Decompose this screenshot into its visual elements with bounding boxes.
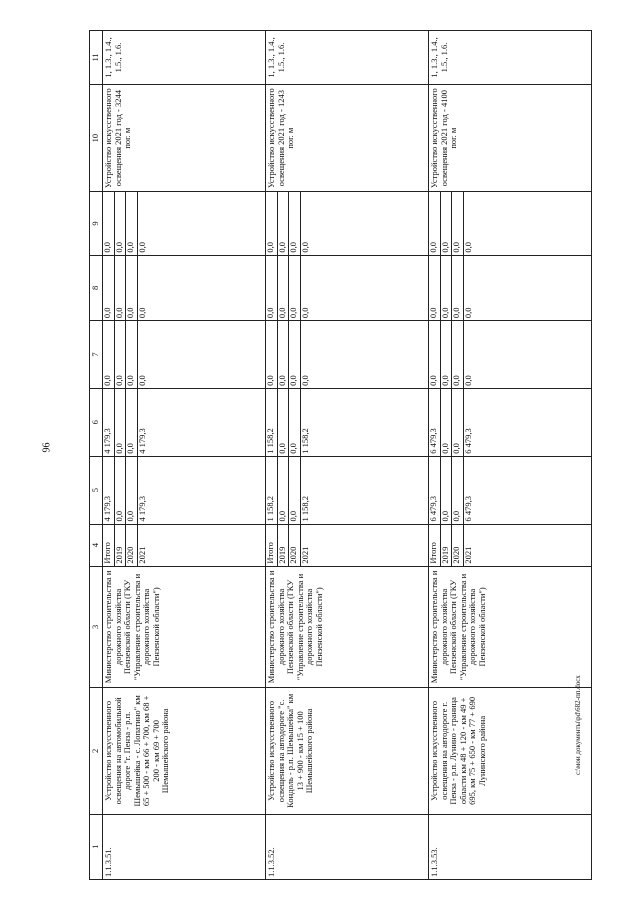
sub-cell: 2021	[462, 546, 473, 564]
sub-cell: 0,0	[452, 256, 464, 320]
col-header: 9	[90, 192, 103, 255]
row-c9	[266, 192, 429, 255]
row-executor: Министерство строительства и дорожного хозяйства Пензенской области (ГКУ "Управление строительства и дорожного хозяйства Пензенской области")	[103, 566, 266, 688]
row-result: Устройство искусственного освещения 2021 год - 3244 пог. м	[103, 84, 266, 192]
sub-cell: 0,0	[278, 256, 290, 320]
footer-path: c:\мои документы\pd\682-пп.docx	[574, 675, 582, 775]
sub-cell: 0,0	[441, 457, 453, 524]
sub-cell: 0,0	[115, 389, 127, 456]
row-c8	[103, 255, 266, 320]
sub-cell: 0,0	[136, 375, 147, 386]
col-header: 4	[90, 524, 103, 566]
program-table	[89, 30, 592, 880]
sub-cell: 0,0	[278, 457, 290, 524]
sub-cell: 0,0	[115, 457, 127, 524]
sub-cell: 0,0	[299, 241, 310, 253]
sub-cell: 0,0	[429, 192, 441, 254]
sub-cell: 4 179,3	[103, 389, 115, 456]
sub-cell: 0,0	[136, 307, 147, 319]
col-header: 8	[90, 255, 103, 320]
row-c6	[429, 388, 592, 456]
row-c7	[429, 321, 592, 389]
sub-cell: Итого	[266, 525, 278, 566]
row-indicators: 1, 1.3., 1.4., 1.5., 1.6.	[103, 31, 266, 85]
col-header: 10	[90, 84, 103, 192]
row-code: 1.1.3.53.	[429, 814, 592, 879]
sub-cell: 0,0	[103, 192, 115, 254]
sub-cell: 0,0	[126, 321, 138, 388]
row-c8	[429, 255, 592, 320]
sub-cell: 0,0	[136, 241, 147, 253]
sub-cell: 0,0	[452, 389, 464, 456]
sub-cell: 6 479,3	[462, 428, 473, 454]
header-row	[90, 31, 103, 880]
row-indicators: 1, 1.3., 1.4., 1.5., 1.6.	[266, 31, 429, 85]
sub-cell: 1 158,2	[266, 457, 278, 524]
row-c6	[266, 388, 429, 456]
row-c9	[103, 192, 266, 255]
sub-cell: 2020	[289, 525, 301, 566]
row-c5	[266, 456, 429, 524]
sub-cell: Итого	[429, 525, 441, 566]
sub-cell: 0,0	[452, 457, 464, 524]
sub-cell: 2020	[126, 525, 138, 566]
sub-cell: 2019	[115, 525, 127, 566]
sub-cell: 2019	[441, 525, 453, 566]
row-c8	[266, 255, 429, 320]
sub-cell: 0,0	[441, 321, 453, 388]
sub-cell: 0,0	[289, 389, 301, 456]
sub-cell: 0,0	[462, 375, 473, 386]
row-code: 1.1.3.51.	[103, 814, 266, 879]
sub-cell: 2020	[452, 525, 464, 566]
sub-cell: 0,0	[429, 256, 441, 320]
col-header: 2	[90, 688, 103, 814]
row-c9	[429, 192, 592, 255]
sub-cell: 0,0	[115, 192, 127, 254]
sub-cell: 0,0	[441, 389, 453, 456]
sub-cell: 0,0	[452, 321, 464, 388]
sub-cell: 0,0	[289, 457, 301, 524]
sub-cell: 0,0	[126, 256, 138, 320]
table-row	[429, 31, 592, 880]
row-executor: Министерство строительства и дорожного хозяйства Пензенской области (ГКУ "Управление строительства и дорожного хозяйства Пензенской области")	[266, 566, 429, 688]
sub-cell: 1 158,2	[266, 389, 278, 456]
row-result: Устройство искусственного освещения 2021 год - 1243 пог. м	[266, 84, 429, 192]
sub-cell: 0,0	[266, 256, 278, 320]
row-code: 1.1.3.52.	[266, 814, 429, 879]
col-header: 7	[90, 321, 103, 389]
row-name: Устройство искусственного освещения на автодороге "с. Кондоль - р.п. Шемышейка" км 13 + 900 - км 15 + 100 Шемышейского района	[266, 688, 429, 814]
sub-cell: 0,0	[462, 307, 473, 319]
row-result: Устройство искусственного освещения 2021 год - 4100 пог. м	[429, 84, 592, 192]
row-c7	[103, 321, 266, 389]
row-c7	[266, 321, 429, 389]
row-name: Устройство искусственного освещения на автомобильной дороге "г. Пенза - р.п. Шемышейка - с. Лопатино" км 65 + 500 - км 66 + 700, км 68 + 200 - км 69 + 700 Шемышейского района	[103, 688, 266, 814]
row-c5	[429, 456, 592, 524]
sub-cell: 0,0	[115, 321, 127, 388]
rotated-table-container	[89, 30, 609, 880]
sub-cell: 0,0	[126, 389, 138, 456]
col-header: 6	[90, 388, 103, 456]
sub-cell: 6 479,3	[429, 389, 441, 456]
sub-cell: 4 179,3	[103, 457, 115, 524]
row-years	[266, 524, 429, 566]
sub-cell: 6 479,3	[462, 496, 473, 522]
sub-cell: 4 179,3	[136, 428, 147, 454]
sub-cell: 0,0	[126, 192, 138, 254]
row-executor: Министерство строительства и дорожного хозяйства Пензенской области (ГКУ "Управление строительства и дорожного хозяйства Пензенской области")	[429, 566, 592, 688]
sub-cell: 0,0	[299, 307, 310, 319]
sub-cell: 0,0	[126, 457, 138, 524]
row-c5	[103, 456, 266, 524]
row-c6	[103, 388, 266, 456]
sub-cell: 0,0	[278, 321, 290, 388]
sub-cell: 0,0	[266, 192, 278, 254]
sub-cell: 6 479,3	[429, 457, 441, 524]
col-header: 5	[90, 456, 103, 524]
row-indicators: 1, 1.3., 1.4., 1.5., 1.6.	[429, 31, 592, 85]
sub-cell: 1 158,2	[299, 428, 310, 454]
sub-cell: 2019	[278, 525, 290, 566]
sub-cell: 0,0	[266, 321, 278, 388]
sub-cell: 0,0	[289, 321, 301, 388]
sub-cell: 0,0	[115, 256, 127, 320]
sub-cell: 0,0	[462, 241, 473, 253]
sub-cell: 2021	[299, 546, 310, 564]
table-row	[103, 31, 266, 880]
sub-cell: 4 179,3	[136, 496, 147, 522]
sub-cell: 0,0	[278, 192, 290, 254]
sub-cell: 0,0	[441, 192, 453, 254]
sub-cell: 0,0	[441, 256, 453, 320]
row-name: Устройство искусственного освещения на автодороге г. Пенза - р.п. Лунино - граница области км 48 + 120 - км 49 + 695, км 75 + 650 - км 77 + 690 Лунинского района	[429, 688, 592, 814]
sub-cell: 0,0	[452, 192, 464, 254]
col-header: 11	[90, 31, 103, 85]
sub-cell: 1 158,2	[299, 496, 310, 522]
sub-cell: 0,0	[278, 389, 290, 456]
table-row	[266, 31, 429, 880]
sub-cell: 2021	[136, 546, 147, 564]
col-header: 3	[90, 566, 103, 688]
sub-cell: 0,0	[103, 321, 115, 388]
sub-cell: 0,0	[429, 321, 441, 388]
sub-cell: Итого	[103, 525, 115, 566]
sub-cell: 0,0	[289, 192, 301, 254]
row-years	[103, 524, 266, 566]
page-number: 96	[41, 442, 53, 453]
row-years	[429, 524, 592, 566]
col-header: 1	[90, 814, 103, 879]
sub-cell: 0,0	[103, 256, 115, 320]
sub-cell: 0,0	[299, 375, 310, 386]
sub-cell: 0,0	[289, 256, 301, 320]
